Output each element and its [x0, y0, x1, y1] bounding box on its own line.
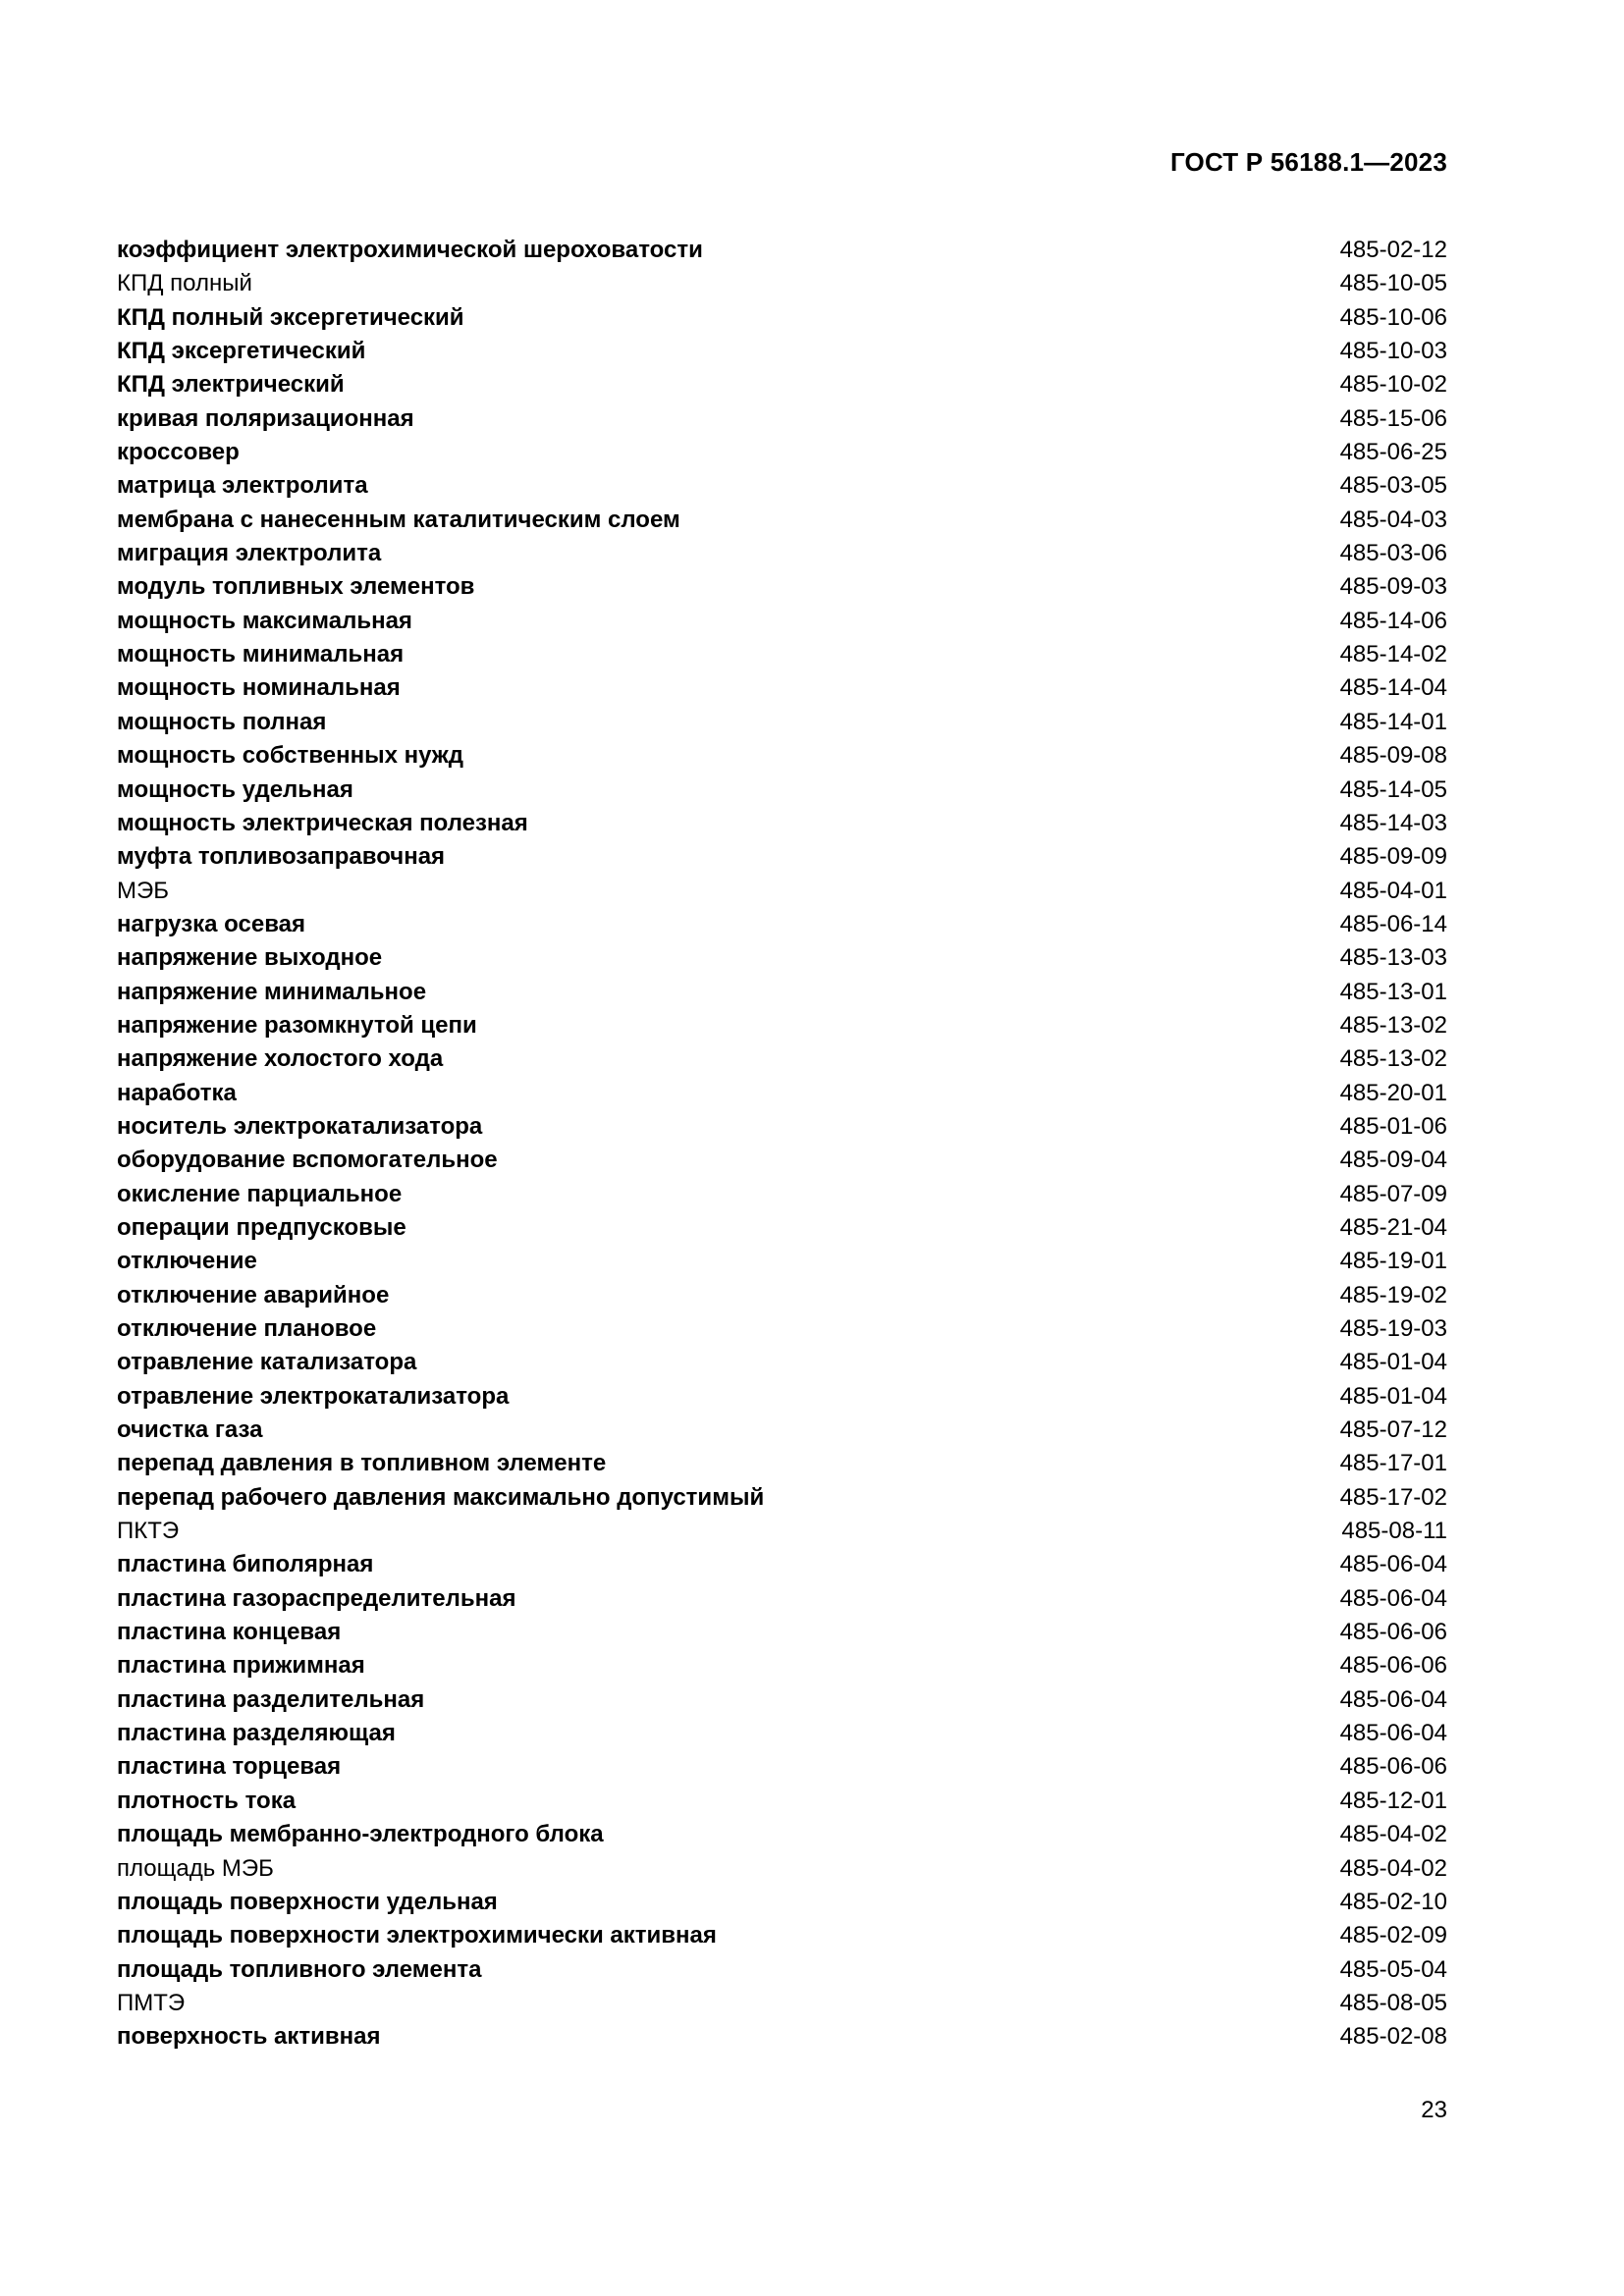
index-term: кроссовер	[117, 439, 240, 466]
index-term: пластина газораспределительная	[117, 1584, 516, 1612]
index-entry	[117, 774, 1447, 807]
index-entry	[117, 368, 1447, 401]
index-term-code: 485-02-09	[1339, 1922, 1447, 1949]
index-entry	[117, 570, 1447, 604]
index-entry	[117, 1818, 1447, 1851]
index-term: ПМТЭ	[117, 1989, 186, 2016]
index-entry	[117, 1953, 1447, 1987]
index-term-code: 485-14-04	[1339, 674, 1447, 702]
index-entry	[117, 1582, 1447, 1616]
index-term-code: 485-14-02	[1339, 641, 1447, 668]
index-entry	[117, 706, 1447, 739]
index-term: нагрузка осевая	[117, 910, 305, 937]
index-entry	[117, 537, 1447, 570]
index-term-code: 485-03-05	[1339, 472, 1447, 500]
index-term-code: 485-17-01	[1339, 1450, 1447, 1477]
index-entry	[117, 1785, 1447, 1818]
index-term: очистка газа	[117, 1416, 263, 1444]
index-term-code: 485-07-12	[1339, 1416, 1447, 1444]
index-term: напряжение выходное	[117, 944, 383, 972]
index-term-code: 485-13-03	[1339, 944, 1447, 972]
index-entry	[117, 436, 1447, 469]
index-term-code: 485-06-04	[1339, 1685, 1447, 1713]
index-term-code: 485-06-04	[1339, 1551, 1447, 1578]
document-header: ГОСТ Р 56188.1—2023	[1169, 147, 1447, 177]
index-entry	[117, 1616, 1447, 1649]
index-term: пластина биполярная	[117, 1551, 374, 1578]
index-term: мощность удельная	[117, 775, 353, 803]
index-term: МЭБ	[117, 877, 169, 904]
index-term-code: 485-10-03	[1339, 338, 1447, 365]
index-term-code: 485-09-03	[1339, 573, 1447, 601]
index-term-code: 485-17-02	[1339, 1483, 1447, 1511]
index-term-code: 485-01-04	[1339, 1382, 1447, 1410]
index-term-code: 485-13-02	[1339, 1011, 1447, 1039]
index-term: напряжение разомкнутой цепи	[117, 1011, 477, 1039]
index-term: наработка	[117, 1079, 237, 1106]
index-term: площадь мембранно-электродного блока	[117, 1821, 604, 1848]
index-entry	[117, 1649, 1447, 1682]
index-term: отключение аварийное	[117, 1281, 390, 1308]
index-term: отключение	[117, 1248, 257, 1275]
index-term-code: 485-08-05	[1339, 1989, 1447, 2016]
index-term-code: 485-01-04	[1339, 1349, 1447, 1376]
index-entry	[117, 840, 1447, 874]
index-term-code: 485-08-11	[1341, 1518, 1447, 1545]
index-term-code: 485-04-02	[1339, 1854, 1447, 1882]
index-entry	[117, 941, 1447, 975]
index-term-code: 485-14-01	[1339, 708, 1447, 735]
index-term-code: 485-20-01	[1339, 1079, 1447, 1106]
index-term-code: 485-02-08	[1339, 2023, 1447, 2051]
index-term: отравление катализатора	[117, 1349, 417, 1376]
index-entry	[117, 605, 1447, 638]
index-entry	[117, 638, 1447, 671]
index-entry	[117, 1481, 1447, 1515]
index-term: мощность минимальная	[117, 641, 405, 668]
index-term-code: 485-04-02	[1339, 1821, 1447, 1848]
index-term: ПКТЭ	[117, 1518, 180, 1545]
index-term-code: 485-06-06	[1339, 1753, 1447, 1781]
index-term-code: 485-01-06	[1339, 1112, 1447, 1140]
index-entry	[117, 739, 1447, 773]
index-entry	[117, 1380, 1447, 1414]
index-entry	[117, 1245, 1447, 1278]
index-term: миграция электролита	[117, 540, 382, 567]
index-entry	[117, 1548, 1447, 1581]
index-term: пластина торцевая	[117, 1753, 342, 1781]
index-entry	[117, 1515, 1447, 1548]
index-term-code: 485-06-04	[1339, 1720, 1447, 1747]
index-entry	[117, 1987, 1447, 2020]
index-term: площадь поверхности электрохимически активная	[117, 1922, 717, 1949]
index-term: кривая поляризационная	[117, 404, 414, 432]
index-entry	[117, 402, 1447, 436]
index-entry	[117, 504, 1447, 537]
index-term-code: 485-14-06	[1339, 607, 1447, 634]
index-term-code: 485-14-05	[1339, 775, 1447, 803]
index-entry	[117, 1683, 1447, 1717]
index-term-code: 485-13-02	[1339, 1045, 1447, 1073]
index-term: оборудование вспомогательное	[117, 1147, 498, 1174]
index-entry	[117, 875, 1447, 908]
index-term-code: 485-10-05	[1339, 270, 1447, 297]
index-term: КПД электрический	[117, 371, 345, 399]
index-entry	[117, 1042, 1447, 1076]
index-term: напряжение минимальное	[117, 978, 427, 1005]
index-term-code: 485-09-04	[1339, 1147, 1447, 1174]
index-term-code: 485-05-04	[1339, 1955, 1447, 1983]
index-entry	[117, 267, 1447, 300]
index-term-code: 485-10-06	[1339, 303, 1447, 331]
index-term: операции предпусковые	[117, 1213, 406, 1241]
index-term-code: 485-09-08	[1339, 742, 1447, 770]
index-term: окисление парциальное	[117, 1180, 403, 1207]
index-term: поверхность активная	[117, 2023, 381, 2051]
index-term-code: 485-02-12	[1339, 237, 1447, 263]
index-entry	[117, 1717, 1447, 1750]
index-term-code: 485-19-01	[1339, 1248, 1447, 1275]
index-entry	[117, 469, 1447, 503]
index-term: перепад рабочего давления максимально допустимый	[117, 1483, 765, 1511]
index-term-code: 485-19-02	[1339, 1281, 1447, 1308]
index-term: коэффициент электрохимической шероховатости	[117, 237, 703, 263]
index-term: КПД полный	[117, 270, 252, 297]
index-entry	[117, 908, 1447, 941]
index-term: пластина разделительная	[117, 1685, 425, 1713]
index-entry	[117, 335, 1447, 368]
index-term-code: 485-10-02	[1339, 371, 1447, 399]
index-entry	[117, 1178, 1447, 1211]
index-entry	[117, 1009, 1447, 1042]
index-term: мощность электрическая полезная	[117, 809, 528, 836]
index-term-code: 485-04-01	[1339, 877, 1447, 904]
index-entry	[117, 1919, 1447, 1952]
index-term: мощность максимальная	[117, 607, 412, 634]
index-entry	[117, 1279, 1447, 1312]
index-entry	[117, 1312, 1447, 1346]
index-term: отключение плановое	[117, 1315, 377, 1342]
index-term-code: 485-21-04	[1339, 1213, 1447, 1241]
index-term: перепад давления в топливном элементе	[117, 1450, 607, 1477]
index-term: пластина прижимная	[117, 1652, 365, 1680]
index-term-code: 485-15-06	[1339, 404, 1447, 432]
index-term-code: 485-03-06	[1339, 540, 1447, 567]
index-term: модуль топливных элементов	[117, 573, 475, 601]
index-term-code: 485-09-09	[1339, 843, 1447, 871]
index-entry	[117, 2020, 1447, 2054]
index-term: мембрана с нанесенным каталитическим слоем	[117, 506, 680, 533]
index-term: мощность полная	[117, 708, 327, 735]
page-number: 23	[1421, 2097, 1447, 2123]
index-term-code: 485-13-01	[1339, 978, 1447, 1005]
index-term: матрица электролита	[117, 472, 368, 500]
index-entry	[117, 1144, 1447, 1177]
index-entry	[117, 976, 1447, 1009]
index-term-code: 485-06-25	[1339, 439, 1447, 466]
index-entry	[117, 234, 1447, 267]
index-entry	[117, 1852, 1447, 1886]
index-entry	[117, 671, 1447, 705]
index-term: площадь поверхности удельная	[117, 1888, 498, 1915]
index-term: площадь топливного элемента	[117, 1955, 482, 1983]
index-entry	[117, 1211, 1447, 1245]
index-term: КПД эксергетический	[117, 338, 366, 365]
index-term: напряжение холостого хода	[117, 1045, 444, 1073]
index-term-code: 485-02-10	[1339, 1888, 1447, 1915]
index-entry	[117, 1750, 1447, 1784]
index-term-code: 485-04-03	[1339, 506, 1447, 533]
index-entry	[117, 1077, 1447, 1110]
index-term-code: 485-14-03	[1339, 809, 1447, 836]
index-entry	[117, 1886, 1447, 1919]
index-term: муфта топливозаправочная	[117, 843, 446, 871]
index-term-code: 485-06-14	[1339, 910, 1447, 937]
index-term-code: 485-06-06	[1339, 1619, 1447, 1646]
index-term: плотность тока	[117, 1787, 297, 1814]
index-term: мощность номинальная	[117, 674, 401, 702]
index-term-code: 485-06-04	[1339, 1584, 1447, 1612]
index-term-code: 485-07-09	[1339, 1180, 1447, 1207]
index-term: площадь МЭБ	[117, 1854, 274, 1882]
index-term-code: 485-06-06	[1339, 1652, 1447, 1680]
index-term-code: 485-12-01	[1339, 1787, 1447, 1814]
index-entry	[117, 1414, 1447, 1447]
index-term: пластина разделяющая	[117, 1720, 396, 1747]
index-entry	[117, 1346, 1447, 1379]
index-term-code: 485-19-03	[1339, 1315, 1447, 1342]
index-entry	[117, 301, 1447, 335]
index-entry	[117, 1447, 1447, 1480]
index-entry	[117, 807, 1447, 840]
index-term: отравление электрокатализатора	[117, 1382, 510, 1410]
index-term: пластина концевая	[117, 1619, 342, 1646]
index-entry	[117, 1110, 1447, 1144]
index-term: КПД полный эксергетический	[117, 303, 464, 331]
alphabetical-term-index	[117, 234, 1447, 2055]
index-term: мощность собственных нужд	[117, 742, 464, 770]
index-term: носитель электрокатализатора	[117, 1112, 483, 1140]
